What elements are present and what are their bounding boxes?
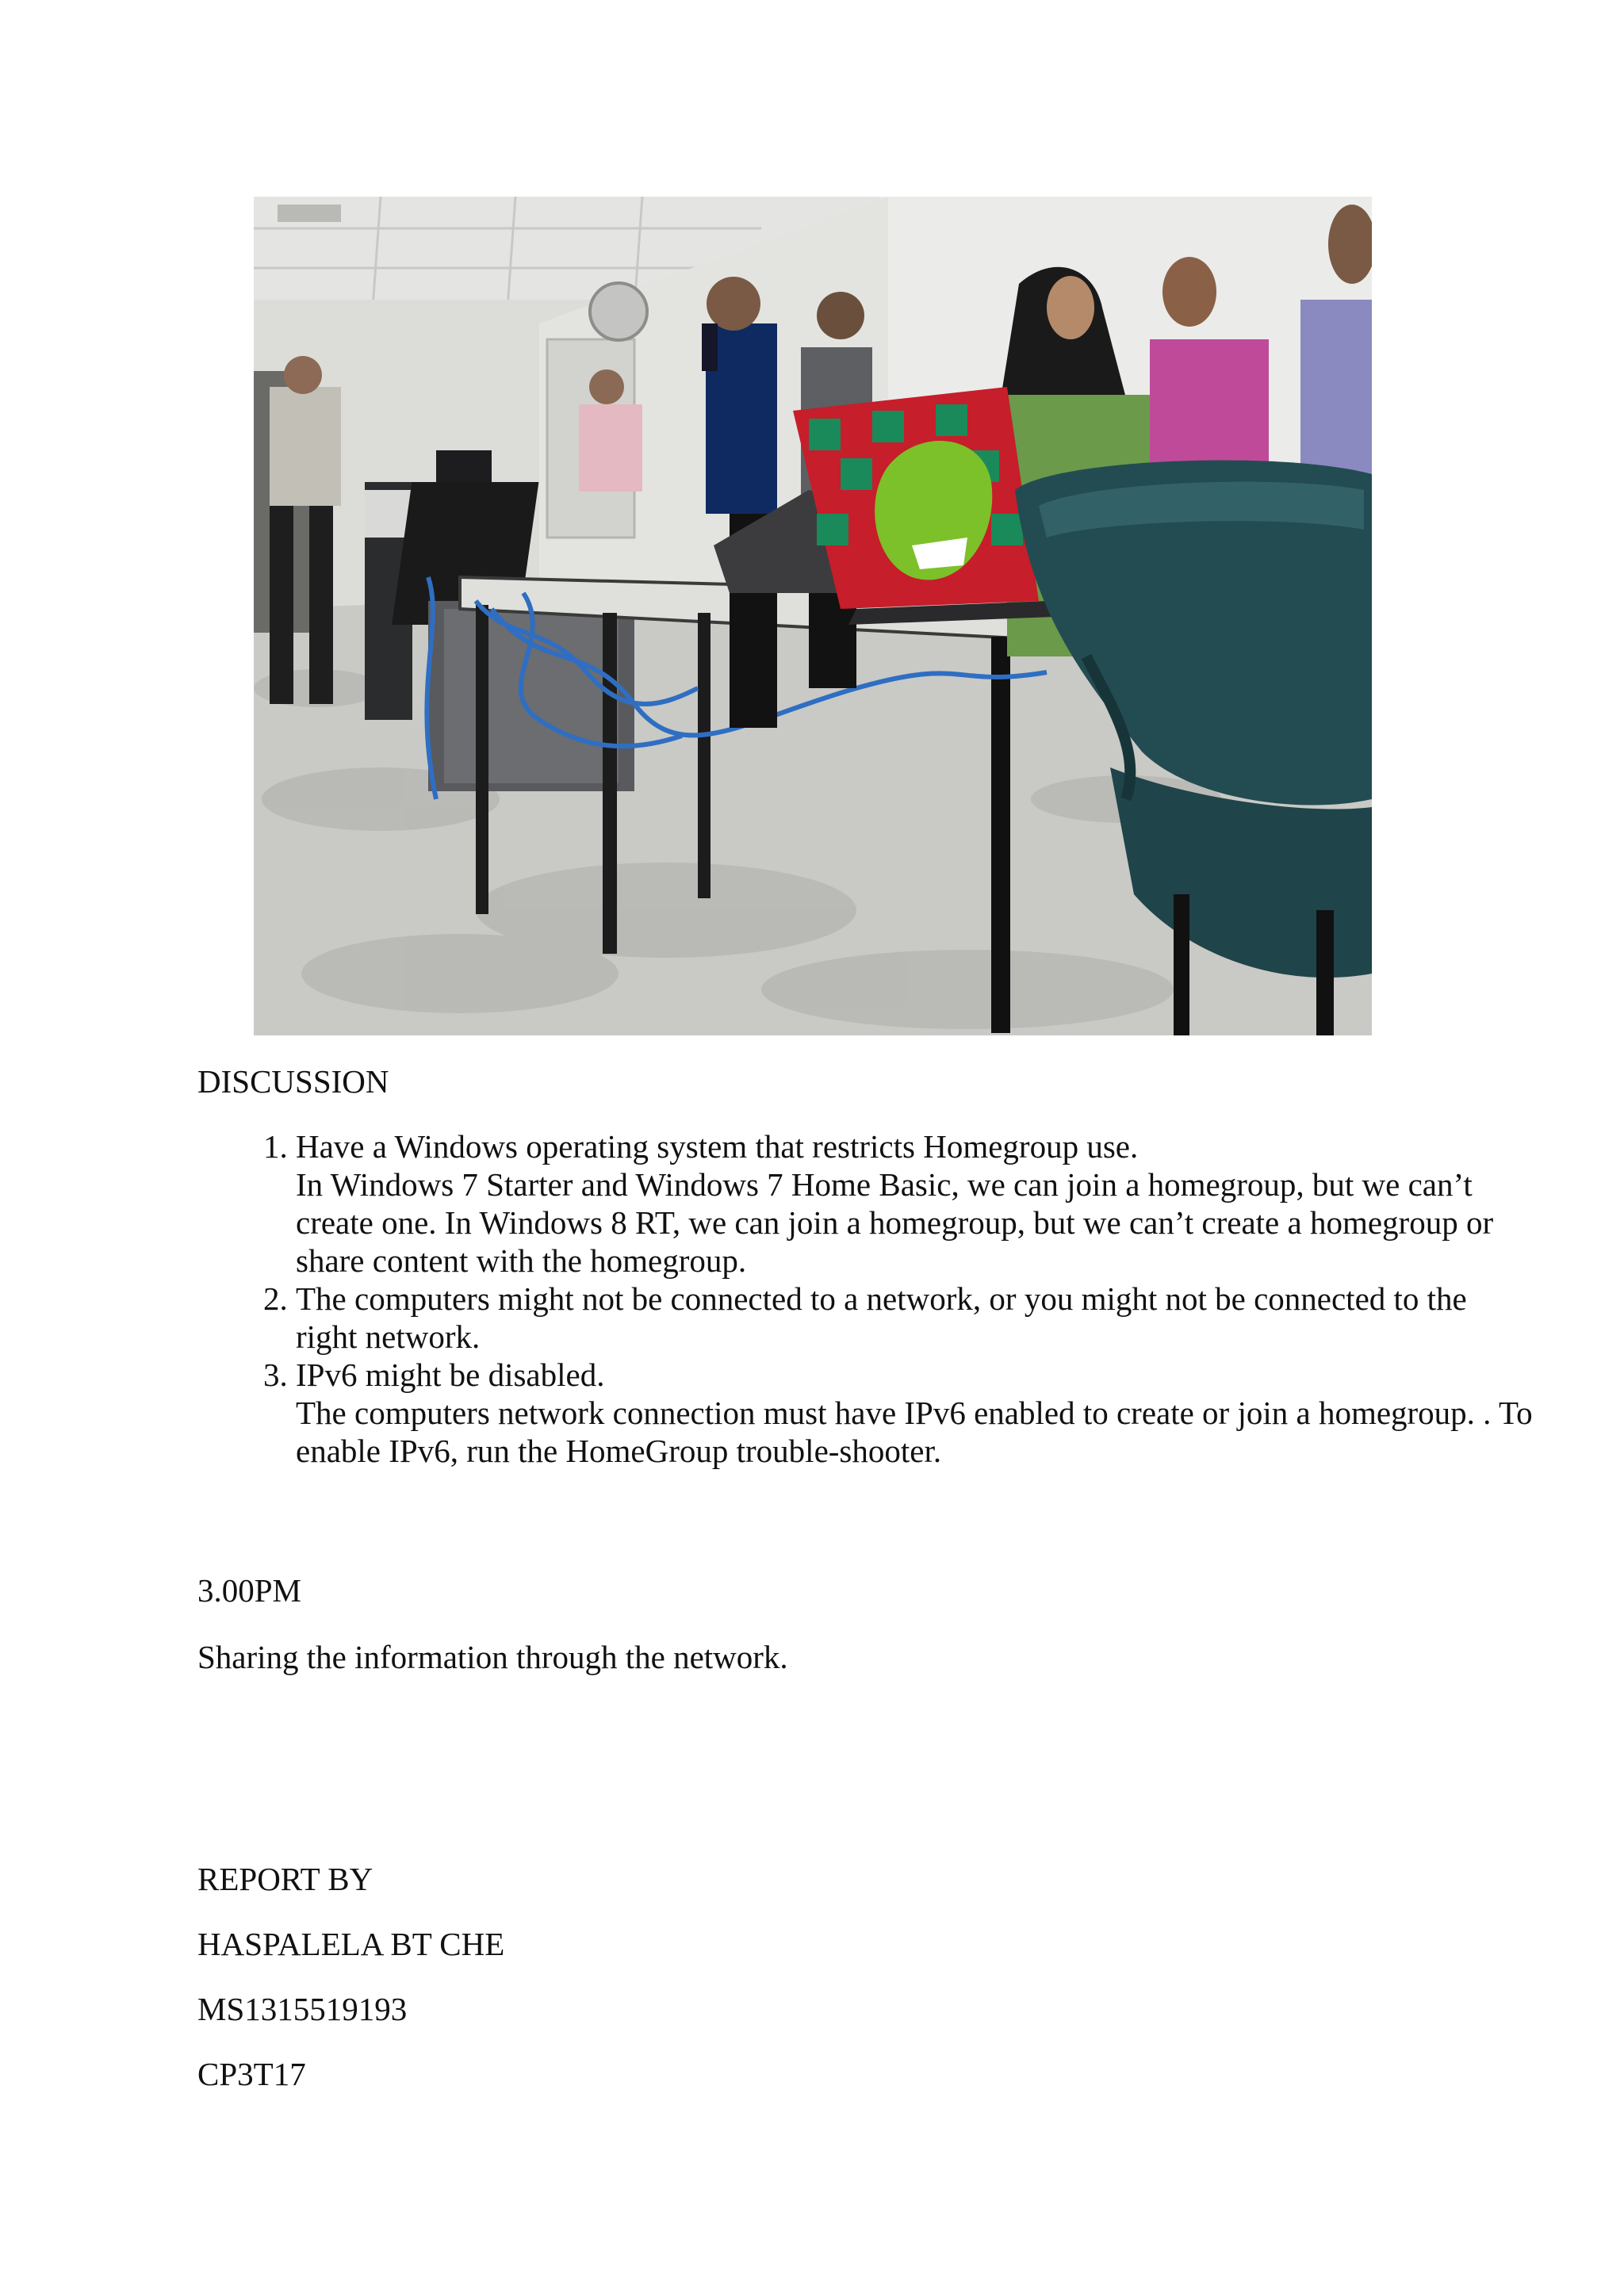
session-time: 3.00PM bbox=[197, 1572, 302, 1609]
lab-photo bbox=[254, 197, 1372, 1035]
reporter-class-code: CP3T17 bbox=[197, 2056, 306, 2092]
wall-fan-shape bbox=[590, 283, 647, 340]
list-item-detail: In Windows 7 Starter and Windows 7 Home Basic, we can join a homegroup, but we can’t create one. In Windows 8 RT, we can join a homegroup, but we can’t create a homegroup or share content with the homegroup. bbox=[296, 1166, 1494, 1279]
report-by-label: REPORT BY bbox=[197, 1861, 373, 1897]
list-item bbox=[296, 1356, 1533, 1470]
list-item bbox=[296, 1127, 1533, 1280]
list-item-title: 2. The computers might not be connected to a network, or you might not be connected to the right network. bbox=[296, 1280, 1467, 1355]
discussion-list bbox=[197, 1127, 1533, 1470]
list-item-detail: The computers network connection must have IPv6 enabled to create or join a homegroup. . To enable IPv6, run the HomeGroup trouble-shooter. bbox=[296, 1395, 1533, 1469]
list-item bbox=[296, 1280, 1533, 1356]
list-item-title: 3. IPv6 might be disabled. bbox=[296, 1357, 605, 1393]
reporter-id: MS1315519193 bbox=[197, 1991, 408, 2027]
discussion-heading: DISCUSSION bbox=[197, 1063, 389, 1100]
list-item-title: 1. Have a Windows operating system that restricts Homegroup use. bbox=[296, 1128, 1139, 1165]
reporter-name: HASPALELA BT CHE bbox=[197, 1926, 505, 1962]
session-description: Sharing the information through the network. bbox=[197, 1639, 788, 1675]
